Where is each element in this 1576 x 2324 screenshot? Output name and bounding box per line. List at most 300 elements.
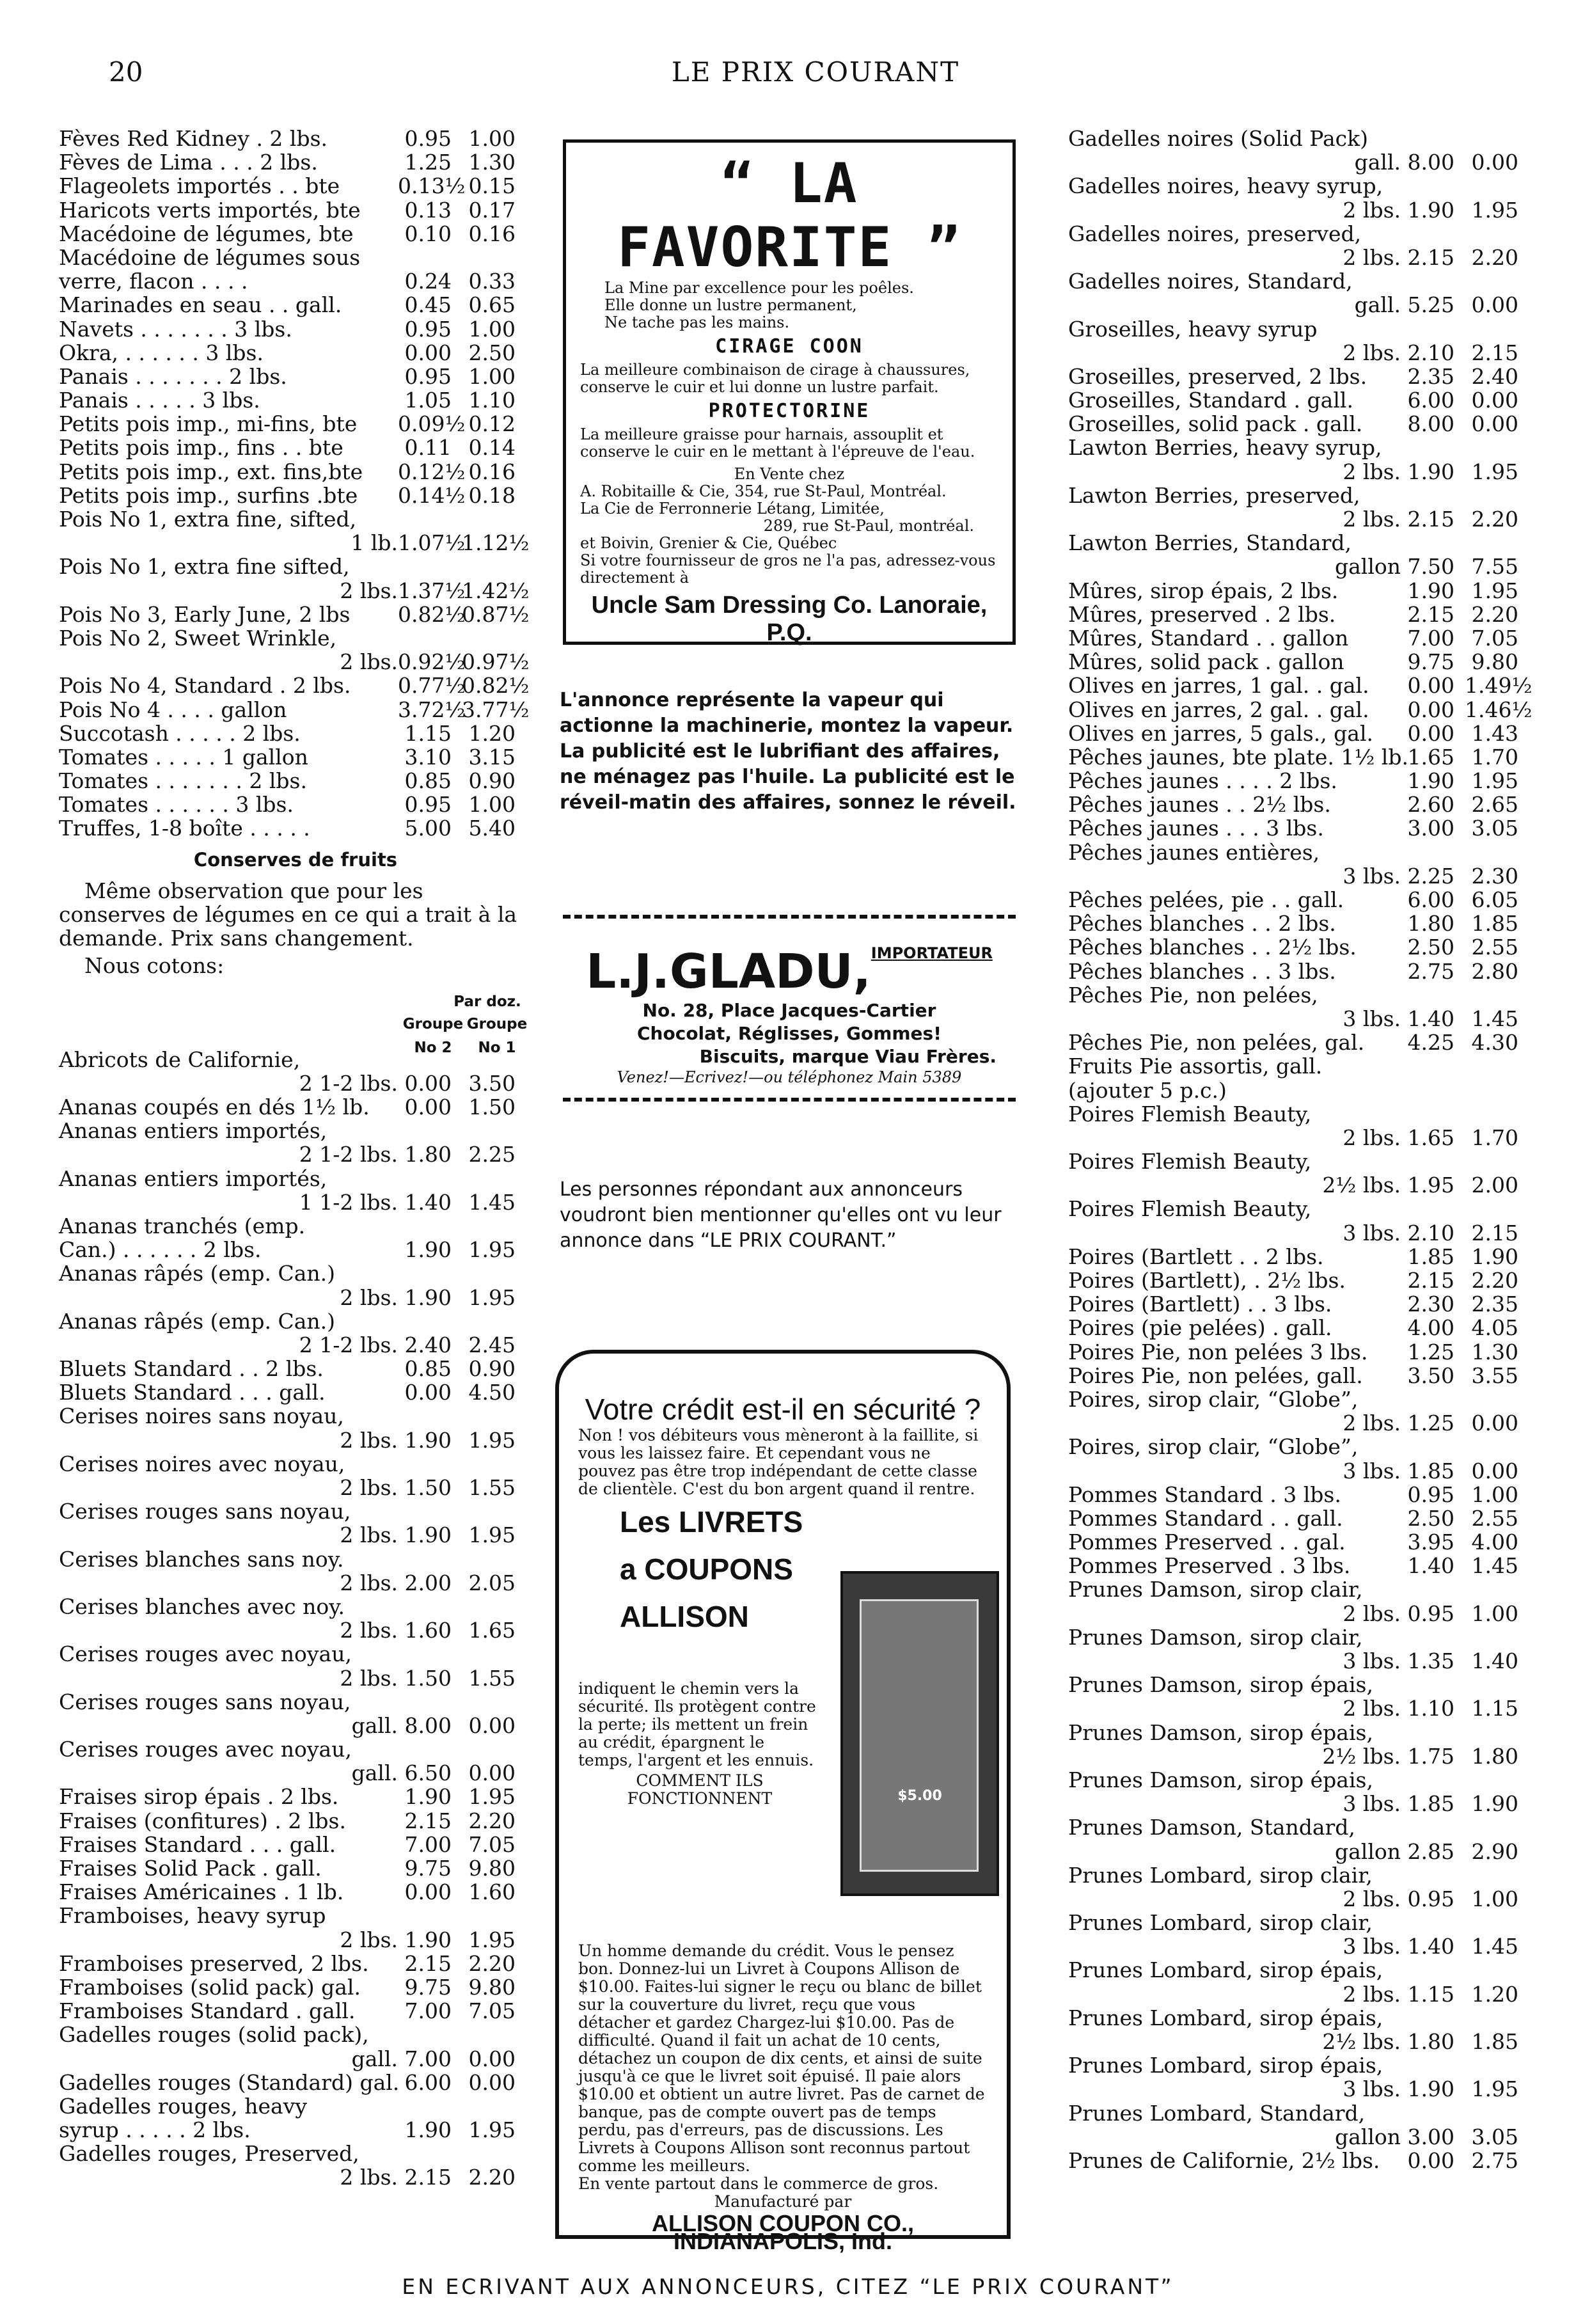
- price-row: [59, 745, 532, 769]
- price-row: [59, 1666, 532, 1690]
- item-label: 3 lbs.: [1343, 1934, 1401, 1959]
- price-group-1: 2.20: [1471, 244, 1518, 270]
- price-group-2: 3.00: [1407, 816, 1454, 841]
- item-label: Cerises rouges sans noyau,: [59, 1689, 351, 1714]
- coupon-book-cover: [860, 1599, 979, 1872]
- price-row: [59, 1714, 532, 1737]
- item-label: gallon: [1334, 1838, 1401, 1864]
- vegetable-price-list: [59, 127, 532, 841]
- section-title: Conserves de fruits: [193, 848, 398, 871]
- price-row: [59, 1309, 532, 1333]
- price-group-1: 1.46½: [1465, 697, 1533, 722]
- price-row: [59, 1523, 532, 1547]
- item-label: Mûres, Standard . . gallon: [1068, 625, 1349, 651]
- price-group-2: 2.15: [404, 1950, 452, 1976]
- price-group-2: 2.10: [1407, 340, 1454, 365]
- price-group-1: 1.43: [1471, 720, 1518, 746]
- coupon-book-value: $5.00: [897, 1788, 942, 1804]
- price-group-2: 1.40: [1407, 1553, 1454, 1579]
- price-row: [1068, 673, 1533, 699]
- price-row: [1068, 793, 1529, 816]
- price-group-1: 4.00: [1471, 1530, 1518, 1555]
- allison-manuf: Manufacturé par: [714, 2192, 852, 2211]
- price-row: [59, 1048, 532, 1071]
- price-group-1: 1.42½: [462, 578, 530, 603]
- price-row: [1068, 1483, 1529, 1506]
- price-group-2: 1.25: [404, 150, 452, 175]
- price-group-2: 0.95: [1407, 1482, 1454, 1507]
- price-row: [59, 816, 532, 840]
- price-group-1: 1.00: [468, 792, 516, 818]
- allison-intro: Non ! vos débiteurs vous mèneront à la faillite, si vous les laissez faire. Et cependant vous ne pouvez pas être trop indépendant de cette classe de clientèle. C'est du bon argent quand il rentre.: [578, 1426, 979, 1498]
- item-label: Petits pois imp., ext. fins,bte: [59, 459, 363, 484]
- price-group-1: 1.40: [1471, 1648, 1518, 1673]
- price-group-2: 1.90: [1407, 197, 1454, 223]
- price-group-2: 0.95: [404, 126, 452, 151]
- item-label: Pêches jaunes, bte plate. 1½ lb.: [1068, 744, 1408, 770]
- price-group-2: 0.11: [404, 435, 452, 461]
- item-label: gallon: [1334, 554, 1401, 580]
- item-label: Prunes de Californie, 2½ lbs.: [1068, 2147, 1380, 2173]
- item-label: Mûres, solid pack . gallon: [1068, 649, 1344, 675]
- price-group-2: 9.75: [404, 1856, 452, 1881]
- price-row: [1068, 412, 1529, 436]
- item-label: 2 lbs.: [340, 1618, 398, 1643]
- price-group-1: 2.65: [1471, 792, 1518, 818]
- price-group-2: 0.95: [404, 316, 452, 342]
- price-group-1: 1.65: [468, 1618, 516, 1643]
- price-row: [1068, 1459, 1529, 1483]
- price-group-1: 0.14: [468, 435, 516, 461]
- price-row: [1068, 174, 1529, 198]
- price-row: [1068, 1625, 1529, 1649]
- price-row: [59, 1999, 532, 2023]
- price-row: [59, 150, 532, 174]
- item-label: Cerises rouges avec noyau,: [59, 1641, 352, 1667]
- price-group-2: 1.80: [1407, 2029, 1454, 2054]
- item-label: Pois No 1, extra fine sifted,: [59, 554, 350, 580]
- price-group-1: 0.90: [468, 768, 516, 794]
- item-label: Lawton Berries, Standard,: [1068, 530, 1352, 556]
- price-group-2: 0.00: [404, 340, 452, 365]
- item-label: 2 lbs.: [340, 1427, 398, 1453]
- price-row: [1068, 1292, 1529, 1316]
- price-group-2: 6.00: [1407, 887, 1454, 912]
- price-group-1: 1.80: [1471, 1743, 1518, 1769]
- price-group-1: 2.90: [1471, 1838, 1518, 1864]
- price-group-1: 0.00: [1471, 292, 1518, 318]
- price-group-2: 1.15: [1407, 1981, 1454, 2007]
- ad-heading: PROTECTORINE: [708, 400, 871, 422]
- price-group-1: 1.00: [468, 126, 516, 151]
- price-group-1: 0.00: [468, 1712, 516, 1738]
- item-label: gall.: [1354, 292, 1401, 318]
- price-group-2: 0.95: [404, 792, 452, 818]
- price-group-1: 6.05: [1471, 887, 1518, 912]
- item-label: 2 lbs.: [340, 649, 398, 675]
- item-label: Pommes Standard . 3 lbs.: [1068, 1482, 1341, 1507]
- price-group-1: 0.00: [1471, 150, 1518, 175]
- item-label: Ananas coupés en dés 1½ lb.: [59, 1095, 370, 1119]
- price-row: [1068, 150, 1529, 174]
- price-group-1: 1.70: [1471, 1125, 1518, 1150]
- item-label: Pêches jaunes entières,: [1068, 839, 1320, 865]
- item-label: 2½ lbs.: [1322, 1173, 1401, 1198]
- price-row: [1068, 2101, 1529, 2125]
- price-row: [1068, 1602, 1529, 1625]
- price-group-2: 2.85: [1407, 1838, 1454, 1864]
- price-row: [1068, 1197, 1529, 1221]
- price-row: [59, 1856, 532, 1880]
- column-header-group-1: Groupe No 1: [466, 1015, 528, 1056]
- item-label: Poires, sirop clair, “Globe”,: [1068, 1434, 1359, 1460]
- price-group-1: 1.45: [468, 1189, 516, 1215]
- price-group-2: 2.50: [1407, 935, 1454, 960]
- item-label: Poires (Bartlett) . . 3 lbs.: [1068, 1292, 1332, 1317]
- item-label: 2 lbs.: [1343, 244, 1401, 270]
- price-row: [1068, 436, 1529, 459]
- price-row: [1068, 1245, 1529, 1269]
- price-group-1: 1.12½: [462, 530, 530, 556]
- price-row: [59, 198, 532, 222]
- price-group-2: 1.90: [1407, 2076, 1454, 2102]
- item-label: Pêches jaunes . . . 3 lbs.: [1068, 816, 1324, 841]
- price-row: [1068, 1079, 1529, 1102]
- price-group-1: 4.05: [1471, 1315, 1518, 1341]
- item-label: syrup . . . . . 2 lbs.: [59, 2117, 251, 2143]
- price-group-2: 1.80: [1407, 911, 1454, 937]
- price-row: [59, 1595, 532, 1618]
- price-row: [1068, 983, 1529, 1007]
- item-label: gall.: [351, 1760, 398, 1786]
- price-group-2: 1.85: [1407, 1244, 1454, 1269]
- price-group-2: 1.35: [1407, 1648, 1454, 1673]
- price-row: [1068, 1721, 1529, 1744]
- price-row: [59, 1286, 532, 1309]
- item-label: Can.) . . . . . . 2 lbs.: [59, 1237, 262, 1263]
- price-group-1: 1.85: [1471, 2029, 1518, 2054]
- item-label: Bluets Standard . . . gall.: [59, 1380, 326, 1405]
- item-label: Prunes Damson, sirop épais,: [1068, 1672, 1373, 1698]
- price-group-2: 1.75: [1407, 1743, 1454, 1769]
- item-label: Macédoine de légumes sous: [59, 244, 361, 270]
- item-label: 2 lbs.: [1343, 1411, 1401, 1436]
- price-group-2: 2.15: [1407, 1268, 1454, 1293]
- item-label: 2 lbs.: [340, 2165, 398, 2190]
- price-group-2: 2.40: [404, 1332, 452, 1357]
- page-title: LE PRIX COURANT: [671, 56, 960, 88]
- price-group-1: 9.80: [468, 1974, 516, 2000]
- price-row: [59, 412, 532, 436]
- item-label: Lawton Berries, preserved,: [1068, 482, 1360, 508]
- price-group-2: 0.92½: [398, 649, 466, 675]
- price-group-2: 3.00: [1407, 2124, 1454, 2149]
- price-group-1: 2.20: [468, 1950, 516, 1976]
- item-label: Panais . . . . . . . 2 lbs.: [59, 363, 287, 389]
- price-row: [59, 1428, 532, 1452]
- price-row: [59, 365, 532, 388]
- price-group-1: 9.80: [1471, 649, 1518, 675]
- item-label: Gadelles rouges (solid pack),: [59, 2022, 369, 2048]
- price-row: [1068, 603, 1529, 626]
- item-label: Petits pois imp., surfins .bte: [59, 482, 358, 508]
- price-row: [1068, 222, 1529, 246]
- allison-title-line: ALLISON: [620, 1600, 749, 1633]
- allison-description: indiquent le chemin vers la sécurité. Ils protègent contre la perte; ils mettent un frein au crédit, épargnent le temps, l'argent et les ennuis.: [578, 1679, 816, 1769]
- price-group-1: 2.55: [1471, 1505, 1518, 1531]
- item-label: Gadelles noires, heavy syrup,: [1068, 173, 1383, 199]
- price-group-1: 4.30: [1471, 1030, 1518, 1055]
- item-label: 2 lbs.: [340, 578, 398, 603]
- price-group-2: 1.95: [1407, 1173, 1454, 1198]
- price-group-2: 0.10: [404, 221, 452, 246]
- price-group-1: 7.05: [468, 1831, 516, 1857]
- item-label: Pêches pelées, pie . . gall.: [1068, 887, 1344, 912]
- price-group-2: 1.25: [1407, 1339, 1454, 1364]
- price-group-2: 7.00: [404, 2046, 452, 2071]
- publicity-paragraph: L'annonce représente la vapeur qui actionne la machinerie, montez la vapeur. La publicité est le lubrifiant des affaires, ne ménagez pas l'huile. La publicité est le réveil-matin des affaires, sonnez le réveil.: [560, 689, 1016, 814]
- item-label: 2 lbs.: [1343, 507, 1401, 532]
- price-group-2: 2.00: [404, 1570, 452, 1595]
- price-group-1: 0.00: [468, 2069, 516, 2095]
- price-row: [59, 1952, 532, 1975]
- price-row: [1068, 1054, 1529, 1078]
- item-label: Groseilles, solid pack . gall.: [1068, 411, 1363, 437]
- price-group-1: 1.15: [1471, 1696, 1518, 1721]
- item-label: Okra, . . . . . . 3 lbs.: [59, 340, 264, 365]
- price-group-2: 0.82½: [398, 601, 466, 627]
- ad-paragraph: La meilleure graisse pour harnais, assouplit et conserve le cuir en le mettant à l'épreuve de l'eau.: [580, 425, 975, 461]
- ad-line: En Vente chez: [734, 465, 845, 483]
- price-group-2: 0.00: [1407, 697, 1454, 722]
- gladu-role: IMPORTATEUR: [871, 944, 993, 962]
- ad-line: La Cie de Ferronnerie Létang, Limitée,: [580, 500, 885, 518]
- item-label: Prunes Lombard, sirop épais,: [1068, 2005, 1383, 2030]
- column-right: [1068, 126, 1533, 2173]
- price-group-1: 0.00: [468, 2046, 516, 2071]
- price-group-2: 1.90: [404, 1927, 452, 1952]
- price-group-2: 8.00: [404, 1712, 452, 1738]
- price-row: [1068, 293, 1529, 317]
- price-row: [1068, 531, 1529, 555]
- item-label: Framboises, heavy syrup: [59, 1903, 326, 1929]
- price-row: [1068, 935, 1529, 959]
- price-row: [59, 388, 532, 412]
- price-group-2: 1.90: [404, 1427, 452, 1453]
- item-label: 3 lbs.: [1343, 1791, 1401, 1817]
- price-row: [1068, 960, 1529, 983]
- price-row: [59, 507, 532, 531]
- price-row: [1068, 1696, 1529, 1720]
- price-column-header: [59, 977, 532, 1056]
- price-group-1: 0.90: [468, 1356, 516, 1382]
- price-group-2: 8.00: [1407, 150, 1454, 175]
- price-group-1: 0.16: [468, 221, 516, 246]
- price-group-2: 8.00: [1407, 411, 1454, 437]
- price-group-1: 1.95: [468, 2117, 516, 2143]
- price-group-1: 0.00: [468, 1760, 516, 1786]
- item-label: 3 lbs.: [1343, 1006, 1401, 1031]
- price-row: [59, 2142, 532, 2165]
- price-group-2: 0.00: [404, 1095, 452, 1119]
- item-label: Tomates . . . . . . 3 lbs.: [59, 792, 294, 818]
- price-group-2: 7.50: [1407, 554, 1454, 580]
- price-group-1: 2.20: [1471, 601, 1518, 627]
- price-group-2: 1.90: [1407, 459, 1454, 484]
- price-row: [59, 1642, 532, 1666]
- item-label: Bluets Standard . . 2 lbs.: [59, 1356, 324, 1382]
- item-label: gallon: [1334, 2124, 1401, 2149]
- price-row: [59, 1761, 532, 1785]
- price-row: [59, 579, 532, 603]
- price-row: [1068, 626, 1529, 650]
- item-label: gall.: [351, 1712, 398, 1738]
- item-label: Cerises rouges avec noyau,: [59, 1737, 352, 1762]
- price-group-2: 1.85: [1407, 1791, 1454, 1817]
- price-group-1: 1.95: [468, 1285, 516, 1310]
- item-label: Ananas râpés (emp. Can.): [59, 1261, 335, 1286]
- price-group-1: 0.18: [468, 482, 516, 508]
- price-group-1: 0.16: [468, 459, 516, 484]
- price-row: [1068, 1102, 1529, 1126]
- price-group-2: 7.00: [404, 1998, 452, 2024]
- item-label: Pois No 2, Sweet Wrinkle,: [59, 625, 337, 651]
- item-label: Pommes Preserved . . gal.: [1068, 1530, 1346, 1555]
- price-group-1: 3.05: [1471, 816, 1518, 841]
- item-label: Ananas tranchés (emp.: [59, 1213, 306, 1238]
- price-group-2: 0.14½: [398, 482, 466, 508]
- ornament-border: [563, 1098, 1016, 1114]
- price-group-1: 3.77½: [462, 697, 530, 722]
- price-group-2: 0.12½: [398, 459, 466, 484]
- price-row: [59, 650, 532, 674]
- gladu-address: No. 28, Place Jacques-Cartier: [642, 1000, 936, 1021]
- price-group-1: 2.30: [1471, 863, 1518, 889]
- price-group-2: 1.40: [404, 1189, 452, 1215]
- price-row: [59, 1357, 532, 1380]
- price-group-1: 2.40: [1471, 363, 1518, 389]
- item-label: Framboises preserved, 2 lbs.: [59, 1950, 369, 1976]
- price-group-1: 3.05: [1471, 2124, 1518, 2149]
- price-group-2: 0.85: [404, 1356, 452, 1382]
- price-row: [59, 698, 532, 722]
- price-group-1: 1.00: [468, 316, 516, 342]
- price-row: [59, 1547, 532, 1571]
- price-group-1: 1.00: [1471, 1482, 1518, 1507]
- item-label: Poires Flemish Beauty,: [1068, 1149, 1312, 1174]
- price-group-2: 7.00: [1407, 625, 1454, 651]
- item-label: Pois No 4, Standard . 2 lbs.: [59, 673, 351, 699]
- price-group-2: 1.50: [404, 1475, 452, 1500]
- price-row: [1068, 1911, 1529, 1934]
- price-group-2: 2.15: [1407, 601, 1454, 627]
- price-row: [59, 341, 532, 365]
- price-row: [1068, 1173, 1529, 1197]
- price-group-1: 0.17: [468, 197, 516, 223]
- price-group-2: 2.60: [1407, 792, 1454, 818]
- price-group-1: 1.00: [1471, 1886, 1518, 1911]
- price-row: [59, 1809, 532, 1833]
- fruit-price-list-continued: [1068, 126, 1533, 2173]
- price-row: [1068, 1316, 1529, 1340]
- price-row: [59, 1833, 532, 1856]
- item-label: Gadelles rouges (Standard) gal.: [59, 2069, 400, 2095]
- price-row: [59, 1618, 532, 1642]
- price-group-2: 6.00: [404, 2069, 452, 2095]
- price-group-1: 1.95: [468, 1427, 516, 1453]
- la-favorite-ad: [563, 139, 1016, 645]
- price-group-1: 2.05: [468, 1570, 516, 1595]
- price-group-2: 1.85: [1407, 1458, 1454, 1483]
- price-group-1: 2.50: [468, 340, 516, 365]
- fruit-price-list: [59, 1048, 532, 2190]
- price-row: [1068, 769, 1529, 793]
- price-group-1: 0.00: [1471, 411, 1518, 437]
- item-label: Prunes Damson, sirop clair,: [1068, 1624, 1363, 1650]
- price-group-1: 2.15: [1471, 340, 1518, 365]
- price-group-1: 9.80: [468, 1856, 516, 1881]
- item-label: Pois No 4 . . . . gallon: [59, 697, 287, 722]
- item-label: Framboises (solid pack) gal.: [59, 1974, 361, 2000]
- price-group-2: 1.37½: [398, 578, 466, 603]
- price-group-2: 1.65: [1407, 744, 1454, 770]
- item-label: verre, flacon . . . .: [59, 269, 248, 294]
- price-row: [59, 1214, 532, 1238]
- price-group-2: 2.15: [1407, 244, 1454, 270]
- gladu-contact: Venez!—Ecrivez!—ou téléphonez Main 5389: [617, 1068, 962, 1086]
- price-row: [59, 1690, 532, 1714]
- item-label: Cerises noires sans noyau,: [59, 1403, 344, 1429]
- price-group-1: 1.60: [468, 1879, 516, 1905]
- price-row: [1068, 1673, 1529, 1696]
- price-group-1: 2.80: [1471, 958, 1518, 984]
- item-label: Lawton Berries, heavy syrup,: [1068, 435, 1382, 461]
- item-label: Olives en jarres, 2 gal. . gal.: [1068, 697, 1369, 722]
- item-label: Olives en jarres, 5 gals., gal.: [1068, 720, 1374, 746]
- price-group-1: 2.20: [468, 2165, 516, 2190]
- item-label: 3 lbs.: [1343, 1648, 1401, 1673]
- item-label: Fraises Standard . . . gall.: [59, 1831, 336, 1857]
- price-row: [59, 769, 532, 793]
- price-row: [59, 484, 532, 507]
- price-group-1: 1.30: [1471, 1339, 1518, 1364]
- price-group-1: 1.00: [1471, 1601, 1518, 1626]
- price-row: [1068, 1792, 1529, 1815]
- price-group-2: 0.95: [1407, 1601, 1454, 1626]
- price-group-1: 1.20: [1471, 1981, 1518, 2007]
- price-group-2: 1.40: [1407, 1006, 1454, 1031]
- price-row: [1068, 1150, 1529, 1173]
- price-group-1: 2.15: [1471, 1220, 1518, 1245]
- price-row: [59, 1190, 532, 1214]
- price-row: [59, 246, 532, 269]
- price-row: [59, 1452, 532, 1476]
- item-label: 3 lbs.: [1343, 1458, 1401, 1483]
- price-group-1: 2.20: [1471, 1268, 1518, 1293]
- allison-bottom: [578, 1941, 988, 2254]
- price-row: [1068, 269, 1529, 293]
- ad-paragraph: La meilleure combinaison de cirage à chaussures, conserve le cuir et lui donne un lustre parfait.: [580, 361, 970, 396]
- allison-subheading: COMMENT ILS FONCTIONNENT: [627, 1771, 773, 1808]
- gladu-ad: [563, 915, 1016, 1145]
- price-row: [1068, 1435, 1529, 1458]
- ad-heading: CIRAGE COON: [715, 335, 863, 358]
- item-label: Prunes Lombard, sirop clair,: [1068, 1910, 1373, 1936]
- price-group-2: 2.15: [404, 2165, 452, 2190]
- item-label: 2 lbs.: [340, 1285, 398, 1310]
- item-label: 2 lbs.: [1343, 459, 1401, 484]
- price-row: [59, 2094, 532, 2118]
